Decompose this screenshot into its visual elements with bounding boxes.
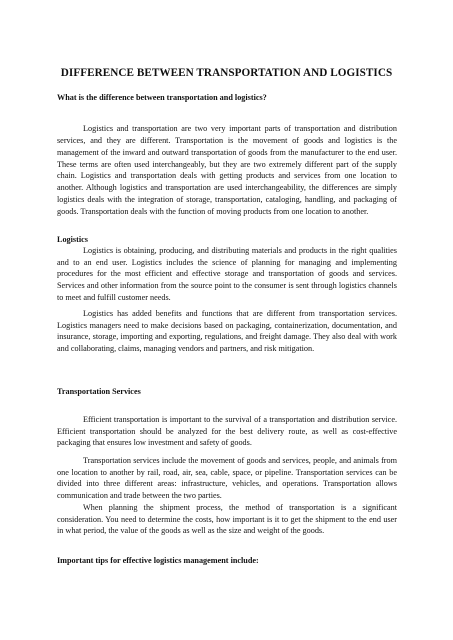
logistics-heading: Logistics: [57, 235, 88, 244]
transportation-paragraph-3: When planning the shipment process, the method of transportation is a significant consideration. You need to determine the costs, how important is it to get the shipment to the end user in what period, the value of the goods as well as the size and weight of the goods.: [57, 503, 397, 536]
document-title: DIFFERENCE BETWEEN TRANSPORTATION AND LOGISTICS: [60, 67, 393, 79]
intro-paragraph: Logistics and transportation are two very important parts of transportation and distribution services, and they are different. Transportation is the movement of goods and logistics is the management of the inward and outward transportation of goods from the manufacturer to the end user. These terms are often used interchangeably, but they are two extremely different part of the supply chain. Logistics and transportation deals with getting products and services from one location to another. Although logistics and transportation are used interchangeability, the differences are simply logistics deals with the integration of storage, transportation, cataloging, handling, and packaging of goods. Transportation deals with the function of moving products from one location to another.: [57, 124, 397, 216]
logistics-paragraph-1: Logistics is obtaining, producing, and distributing materials and products in the right qualities and to an end user. Logistics includes the science of planning for managing and implementing procedures for the most efficient and effective storage and transportation of goods and services. Services and other information from the source point to the consumer is sent through logistics channels to meet and fulfill customer needs.: [57, 246, 397, 302]
question-heading: What is the difference between transportation and logistics?: [57, 93, 267, 102]
tips-heading: Important tips for effective logistics management include:: [57, 556, 259, 565]
transportation-paragraph-2: Transportation services include the movement of goods and services, people, and animals from one location to another by rail, road, air, sea, cable, space, or pipeline. Transportation services can be divided into three different areas: infrastructure, vehicles, and operations. Transportation allows communication and trade between the two parties.: [57, 456, 397, 501]
transportation-paragraph-1: Efficient transportation is important to the survival of a transportation and distribution service. Efficient transportation should be analyzed for the best delivery route, as well as cost-effective packaging that ensures low investment and safety of goods.: [57, 415, 397, 448]
transportation-heading: Transportation Services: [57, 387, 141, 396]
logistics-paragraph-2: Logistics has added benefits and functions that are different from transportation services. Logistics managers need to make decisions based on packaging, containerization, documentation, and insurance, storage, importing and exporting, regulations, and freight damage. They also deal with work and collaborating, claims, managing vendors and partners, and risk mitigation.: [57, 309, 397, 354]
